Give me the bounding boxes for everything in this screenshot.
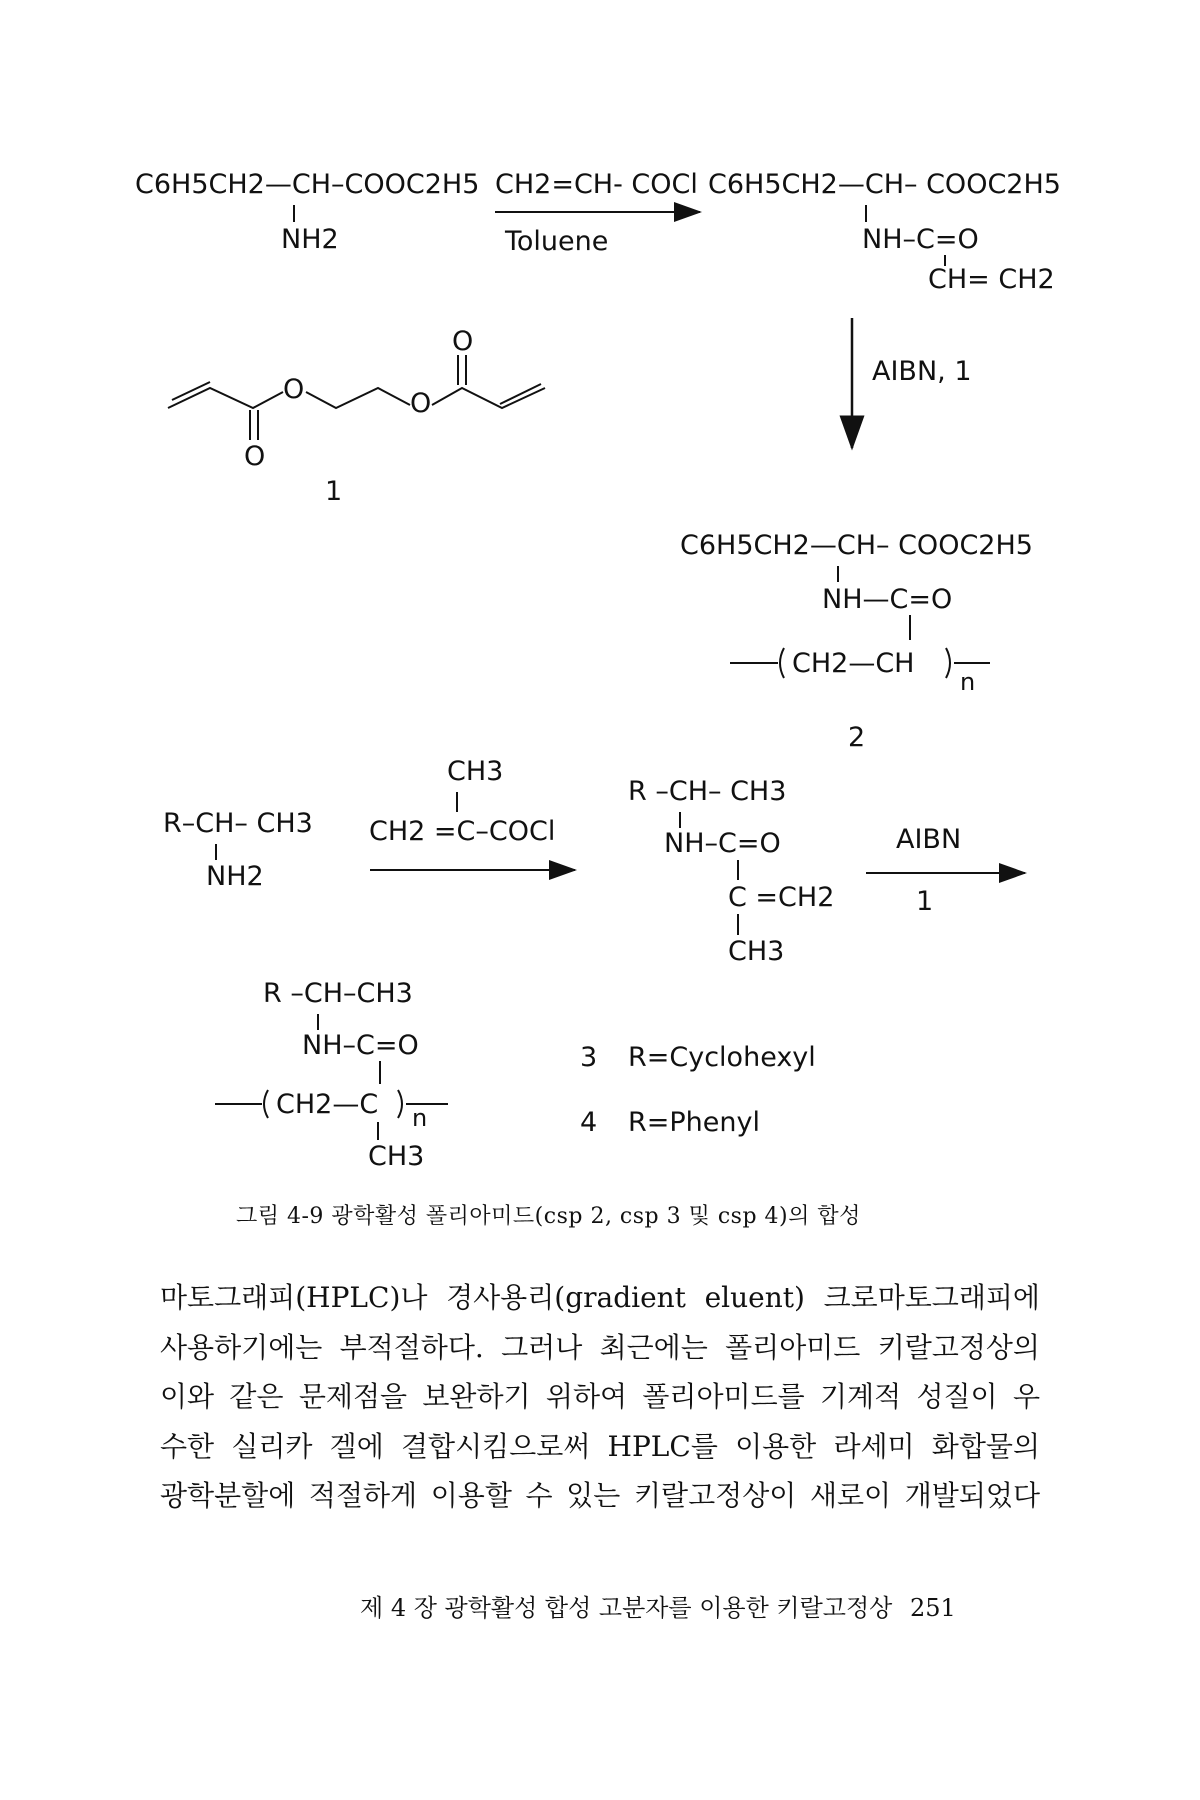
aibn-step-arrow	[852, 318, 972, 448]
running-footer-title: 제 4 장 광학활성 합성 고분자를 이용한 키랄고정상	[360, 1594, 893, 1622]
methacryloyl-chloride-reagent	[369, 756, 575, 870]
ester-oxygen-1: O	[283, 374, 305, 405]
crosslinker-diacrylate-structure	[168, 326, 545, 507]
amine-formula: R–CH– CH3	[163, 808, 313, 839]
methacrylamide-monomer	[628, 776, 834, 967]
chiral-amine-reactant	[163, 808, 313, 892]
crosslinker-label: 1	[325, 476, 343, 507]
body-line-1: 마토그래피(HPLC)나 경사용리(gradient eluent) 크로마토그래피에	[160, 1281, 1040, 1314]
page-number: 251	[910, 1594, 956, 1622]
monomer-amide: NH–C=O	[664, 828, 781, 859]
polymer-2-structure	[680, 530, 1033, 753]
legend-number-3: 3	[580, 1042, 598, 1073]
acryloyl-chloride-reagent	[495, 169, 700, 257]
body-line-2: 사용하기에는 부적절하다. 그러나 최근에는 폴리아미드 키랄고정상의	[160, 1330, 1040, 1364]
solvent-label: Toluene	[505, 226, 609, 257]
polymer-backbone: CH2—C	[276, 1089, 379, 1120]
reactant-amine-group: NH2	[281, 224, 339, 255]
legend-text-4: R=Phenyl	[628, 1107, 760, 1138]
polymer-2-label: 2	[848, 722, 866, 753]
product-vinyl-group: CH= CH2	[928, 264, 1055, 295]
polymer-2-amide: NH—C=O	[822, 584, 953, 615]
r-group-legend	[580, 1042, 816, 1138]
polymer-amide: NH–C=O	[302, 1030, 419, 1061]
polymer-methyl: CH3	[368, 1141, 425, 1172]
monomer-methyl: CH3	[728, 936, 785, 967]
body-line-4: 수한 실리카 겔에 결합시킴으로써 HPLC를 이용한 라세미 화합물의	[160, 1429, 1040, 1463]
polymer-repeat-n: n	[412, 1104, 428, 1132]
body-line-5: 광학분할에 적절하게 이용할 수 있는 키랄고정상이 새로이 개발되었다	[160, 1479, 1040, 1512]
amine-nh2-group: NH2	[206, 861, 264, 892]
crosslinker-ref-label: 1	[916, 886, 934, 917]
aibn-conditions-label: AIBN, 1	[872, 356, 972, 387]
polymer-3-4-structure	[215, 978, 448, 1172]
acrylamide-monomer-product	[708, 169, 1061, 295]
legend-text-3: R=Cyclohexyl	[628, 1042, 816, 1073]
initiator-label: AIBN	[896, 824, 962, 855]
polymer-2-repeat-n: n	[960, 668, 976, 696]
monomer-alkene: C =CH2	[728, 882, 835, 913]
polymer-2-backbone: CH2—CH	[792, 648, 915, 679]
figure-caption: 그림 4-9 광학활성 폴리아미드(csp 2, csp 3 및 csp 4)의 합성	[236, 1204, 861, 1229]
legend-number-4: 4	[580, 1107, 598, 1138]
carbonyl-oxygen-1: O	[244, 441, 266, 472]
product-formula: C6H5CH2—CH– COOC2H5	[708, 169, 1061, 200]
reagent-methyl-group: CH3	[447, 756, 504, 787]
polymer-2-formula: C6H5CH2—CH– COOC2H5	[680, 530, 1033, 561]
reagent-formula: CH2=CH- COCl	[495, 169, 698, 200]
carbonyl-oxygen-2: O	[452, 326, 474, 357]
reagent2-formula: CH2 =C–COCl	[369, 816, 556, 847]
reactant-formula: C6H5CH2—CH–COOC2H5	[135, 169, 480, 200]
monomer-formula: R –CH– CH3	[628, 776, 787, 807]
aibn-polymerization-arrow	[866, 824, 1025, 917]
ester-oxygen-2: O	[410, 388, 432, 419]
phenylalanine-ester-reactant	[135, 169, 479, 255]
polymer-formula: R –CH–CH3	[263, 978, 413, 1009]
body-line-3: 이와 같은 문제점을 보완하기 위하여 폴리아미드를 기계적 성질이 우	[160, 1380, 1040, 1413]
body-paragraph	[160, 1273, 1040, 1521]
product-amide-group: NH–C=O	[862, 224, 979, 255]
page-footer	[360, 1588, 956, 1623]
